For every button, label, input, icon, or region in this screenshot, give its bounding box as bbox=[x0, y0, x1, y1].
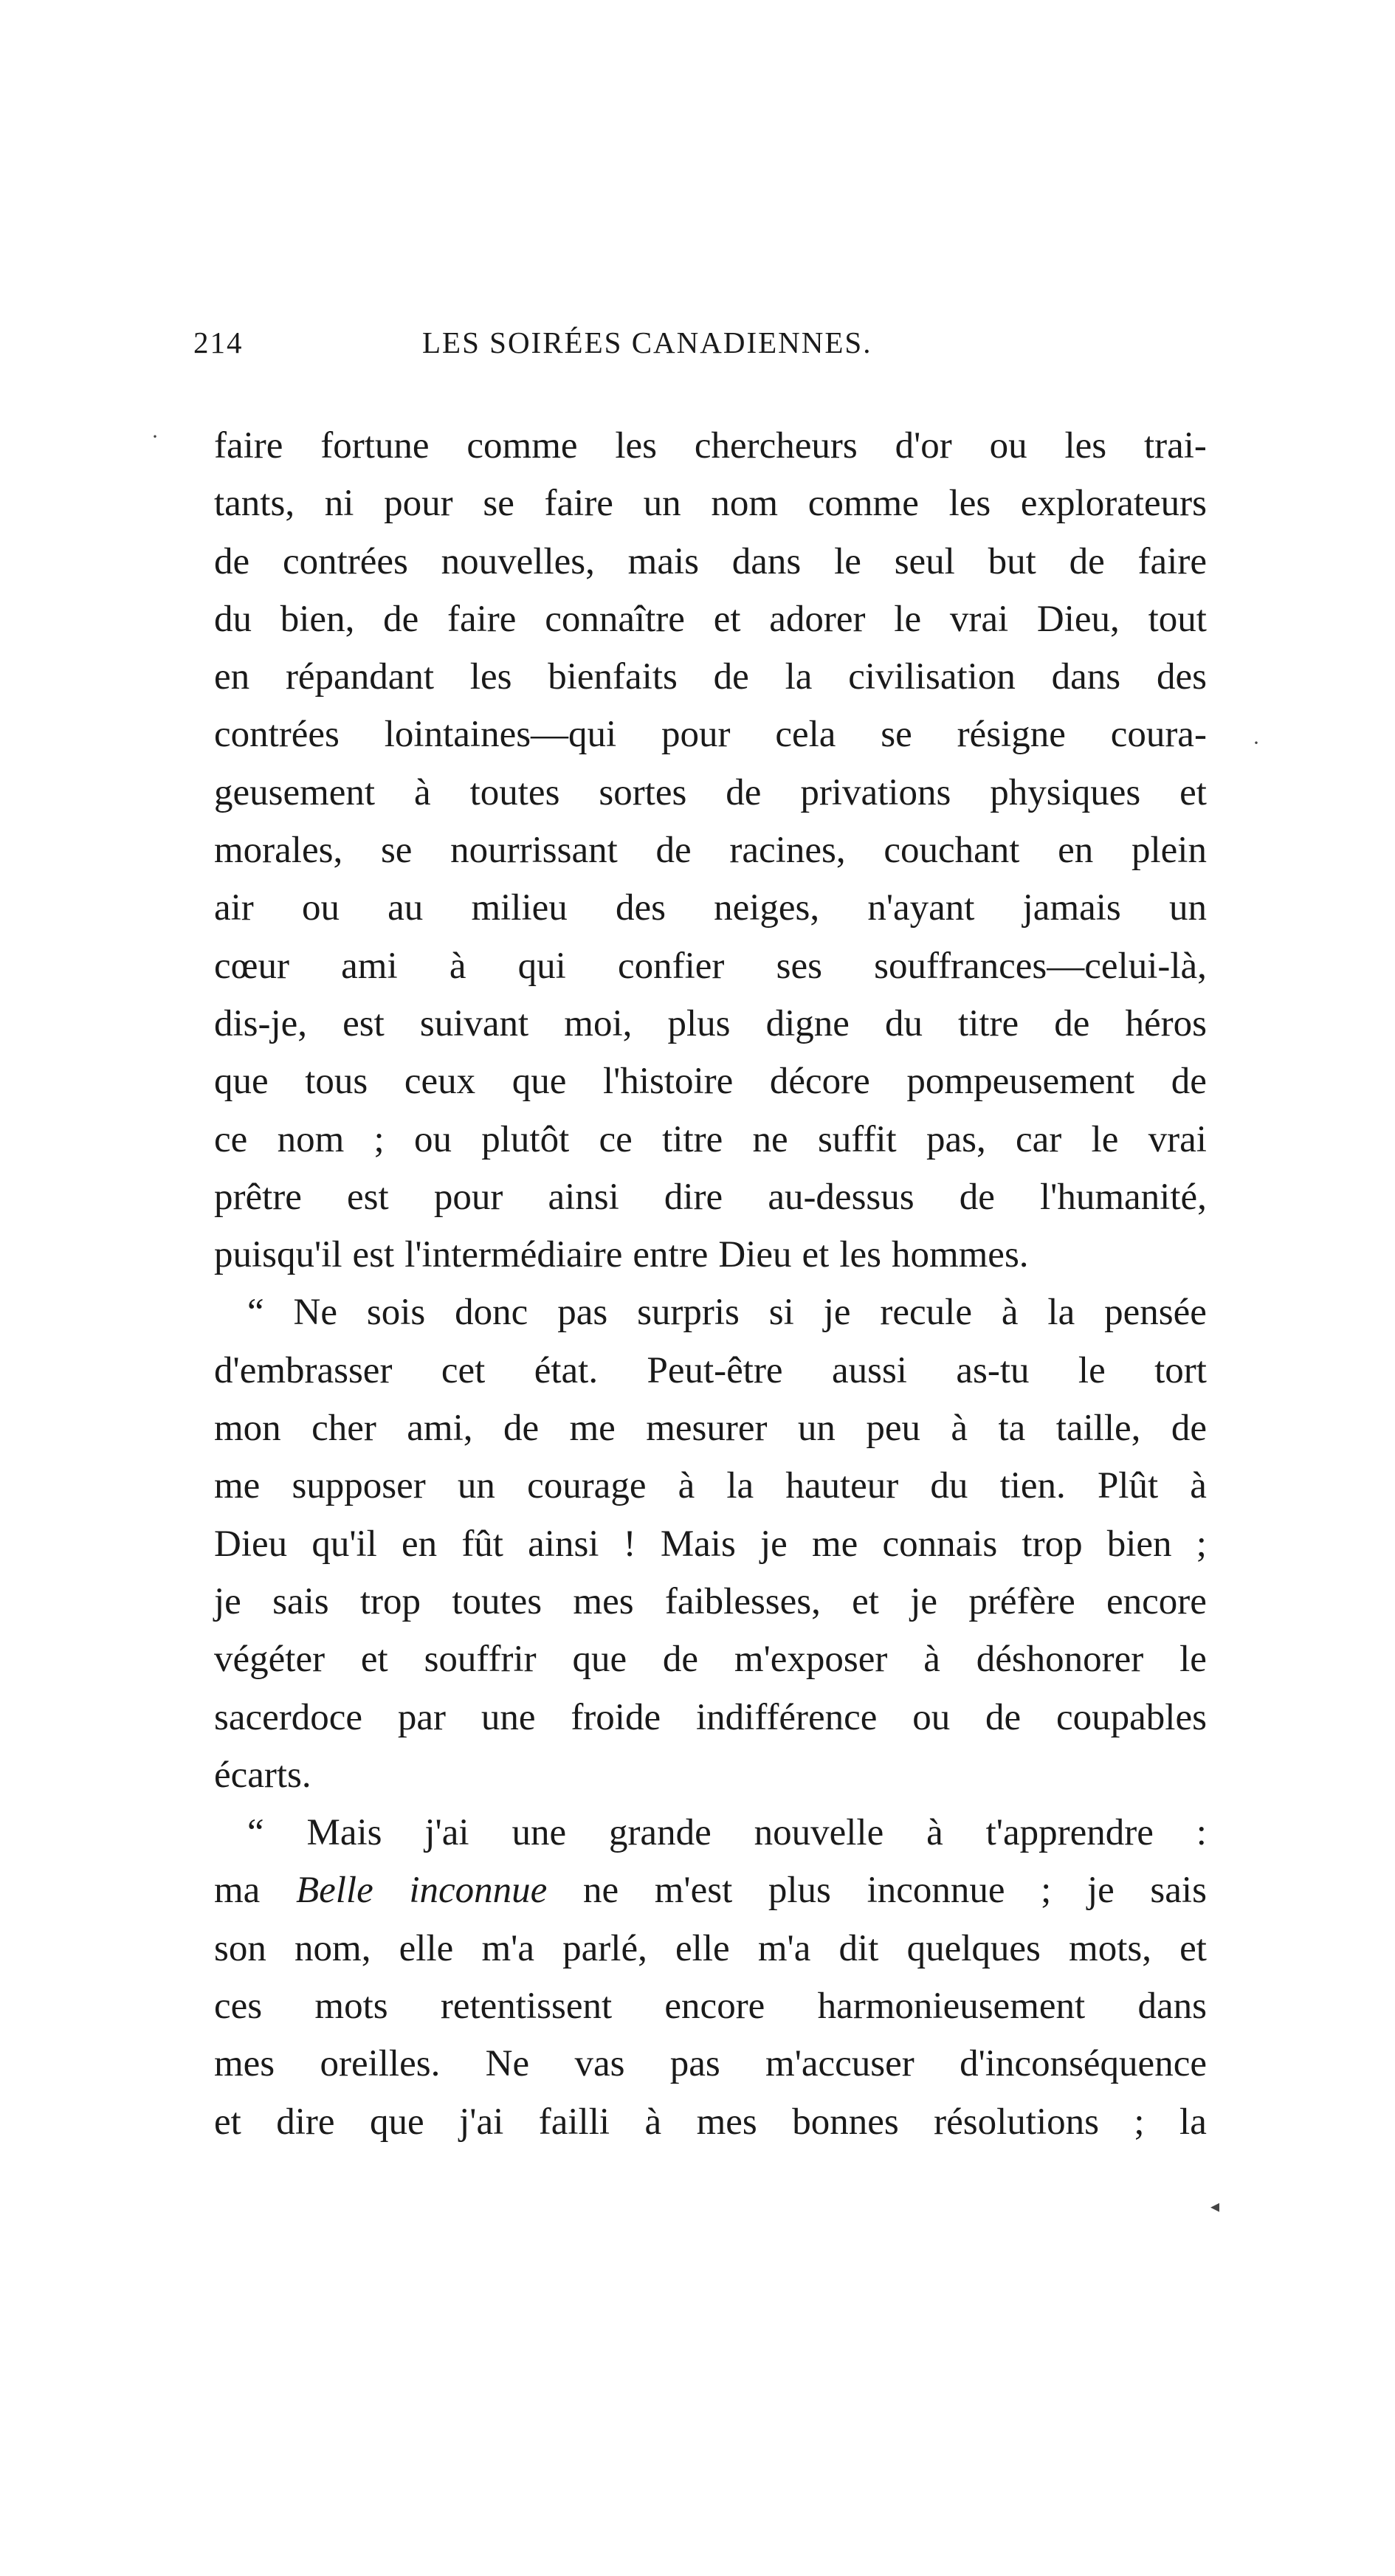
text-line: faire fortune comme les chercheurs d'or ou les trai- bbox=[214, 425, 1207, 466]
text-line: “ Mais j'ai une grande nouvelle à t'apprendre : bbox=[247, 1812, 1207, 1854]
running-head bbox=[193, 325, 1206, 376]
text-line: en répandant les bienfaits de la civilisation dans des bbox=[214, 656, 1207, 698]
text-line: d'embrasser cet état. Peut-être aussi as-tu le tort bbox=[214, 1349, 1207, 1391]
text-line: morales, se nourrissant de racines, couchant en plein bbox=[214, 830, 1207, 872]
text-line: air ou au milieu des neiges, n'ayant jamais un bbox=[214, 887, 1207, 929]
text-line: cœur ami à qui confier ses souffrances—celui-là, bbox=[214, 945, 1207, 987]
text-line: sacerdoce par une froide indifférence ou de coupables bbox=[214, 1696, 1207, 1738]
text-line: Dieu qu'il en fût ainsi ! Mais je me connais trop bien ; bbox=[214, 1523, 1207, 1565]
text-line: contrées lointaines—qui pour cela se résigne coura- bbox=[214, 714, 1207, 756]
text-line: je sais trop toutes mes faiblesses, et je préfère encore bbox=[214, 1580, 1207, 1622]
text-line: “ Ne sois donc pas surpris si je recule à la pensée bbox=[247, 1292, 1207, 1334]
text-line: puisqu'il est l'intermédiaire entre Dieu et les hommes. bbox=[214, 1234, 1029, 1276]
text-line: ce nom ; ou plutôt ce titre ne suffit pas, car le vrai bbox=[214, 1118, 1207, 1160]
text-line: du bien, de faire connaître et adorer le vrai Dieu, tout bbox=[214, 598, 1207, 640]
text-line: mon cher ami, de me mesurer un peu à ta taille, de bbox=[214, 1408, 1207, 1450]
running-title: LES SOIRÉES CANADIENNES. bbox=[422, 326, 872, 359]
text-line: geusement à toutes sortes de privations physiques et bbox=[214, 771, 1207, 813]
body-text bbox=[214, 417, 1207, 2151]
text-line: végéter et souffrir que de m'exposer à déshonorer le bbox=[214, 1639, 1207, 1681]
margin-dot: · bbox=[1253, 731, 1260, 755]
text-line: tants, ni pour se faire un nom comme les explorateurs bbox=[214, 483, 1207, 525]
text-line: que tous ceux que l'histoire décore pompeusement de bbox=[214, 1061, 1207, 1103]
text-line: son nom, elle m'a parlé, elle m'a dit quelques mots, et bbox=[214, 1927, 1207, 1969]
text-line: mes oreilles. Ne vas pas m'accuser d'inconséquence bbox=[214, 2043, 1207, 2085]
text-line: ces mots retentissent encore harmonieusement dans bbox=[214, 1986, 1207, 2028]
text-line: ma Belle inconnue ne m'est plus inconnue ; je sais bbox=[214, 1870, 1207, 1912]
margin-dot: · bbox=[151, 424, 159, 449]
text-line: prêtre est pour ainsi dire au-dessus de l'humanité, bbox=[214, 1176, 1207, 1218]
text-line: dis-je, est suivant moi, plus digne du titre de héros bbox=[214, 1002, 1207, 1044]
text-line: de contrées nouvelles, mais dans le seul but de faire bbox=[214, 540, 1207, 582]
page-number: 214 bbox=[193, 326, 244, 359]
text-line: me supposer un courage à la hauteur du tien. Plût à bbox=[214, 1465, 1207, 1507]
text-line: et dire que j'ai failli à mes bonnes résolutions ; la bbox=[214, 2101, 1207, 2143]
margin-arrow-mark: ◂ bbox=[1210, 2197, 1220, 2217]
text-line: écarts. bbox=[214, 1754, 311, 1796]
